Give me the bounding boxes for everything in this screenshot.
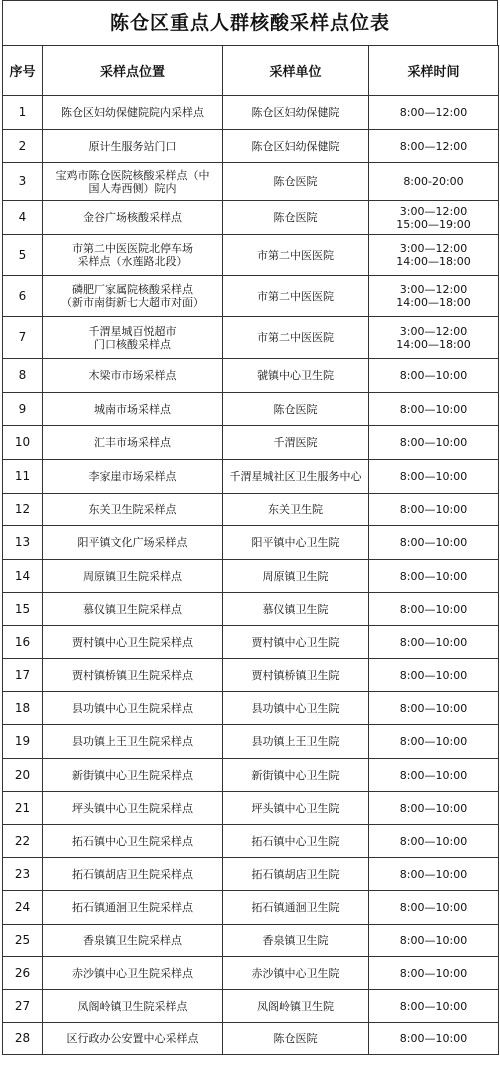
unit-cell: 贾村镇中心卫生院 (223, 626, 369, 659)
time-cell (369, 359, 499, 393)
location-line: 国人寿西侧）院内 (88, 181, 177, 195)
time-cell (369, 725, 499, 759)
unit-cell: 新街镇中心卫生院 (223, 759, 369, 792)
unit-cell: 拓石镇中心卫生院 (223, 825, 369, 858)
table-row (3, 130, 499, 163)
location-cell (43, 692, 223, 725)
time-line: 8:00—10:00 (399, 402, 468, 416)
time-line: 8:00—10:00 (399, 635, 468, 649)
time-cell (369, 626, 499, 659)
time-cell (369, 130, 499, 163)
location-line: 市第二中医医院北停车场 (72, 242, 193, 255)
header-time: 采样时间 (369, 46, 499, 96)
time-line: 8:00—12:00 (399, 139, 468, 153)
sampling-sites-table (2, 45, 499, 1055)
time-line: 8:00—10:00 (399, 569, 468, 583)
time-cell (369, 990, 499, 1023)
location-line: 李家崖市场采样点 (88, 470, 177, 483)
table-row (3, 560, 499, 593)
location-line: 拓石镇通洄卫生院采样点 (72, 901, 193, 914)
table-row (3, 725, 499, 759)
table-row (3, 460, 499, 494)
time-line: 8:00—10:00 (399, 999, 468, 1013)
row-index-cell: 20 (3, 759, 43, 792)
table-row (3, 891, 499, 925)
header-index: 序号 (3, 46, 43, 96)
location-line: 千渭星城百悦超市 (88, 324, 177, 338)
location-line: 县功镇上王卫生院采样点 (72, 735, 193, 748)
unit-cell: 陈仓医院 (223, 201, 369, 235)
location-cell (43, 891, 223, 925)
location-cell (43, 792, 223, 825)
time-line: 8:00—10:00 (399, 834, 468, 848)
time-line: 3:00—12:00 (399, 324, 468, 338)
time-cell (369, 692, 499, 725)
location-line: 宝鸡市陈仓医院核酸采样点（中 (55, 168, 210, 182)
time-line: 8:00—10:00 (399, 436, 468, 449)
location-line: 凤阁岭镇卫生院采样点 (77, 999, 188, 1013)
row-index-cell: 11 (3, 460, 43, 494)
table-row (3, 692, 499, 725)
location-line: 贾村镇桥镇卫生院采样点 (72, 668, 193, 682)
table-row (3, 393, 499, 426)
row-index-cell: 10 (3, 426, 43, 460)
time-line: 8:00—10:00 (399, 901, 468, 914)
time-line: 3:00—12:00 (399, 242, 468, 255)
row-index-cell: 18 (3, 692, 43, 725)
location-cell (43, 1023, 223, 1055)
location-line: 门口核酸采样点 (94, 337, 171, 351)
location-line: 周原镇卫生院采样点 (83, 569, 182, 583)
table-row (3, 276, 499, 317)
row-index-cell: 2 (3, 130, 43, 163)
time-line: 8:00-20:00 (403, 175, 464, 188)
location-cell (43, 659, 223, 692)
time-line: 14:00—18:00 (396, 337, 471, 351)
time-cell (369, 526, 499, 560)
time-line: 14:00—18:00 (396, 255, 471, 268)
unit-cell: 陈仓区妇幼保健院 (223, 96, 369, 130)
location-cell (43, 626, 223, 659)
time-cell (369, 460, 499, 494)
time-line: 8:00—10:00 (399, 934, 468, 947)
time-cell (369, 1023, 499, 1055)
location-cell (43, 235, 223, 276)
time-line: 8:00—10:00 (399, 369, 468, 382)
row-index-cell: 23 (3, 858, 43, 891)
time-line: 8:00—10:00 (399, 735, 468, 748)
time-line: 8:00—10:00 (399, 470, 468, 483)
location-cell (43, 825, 223, 858)
location-cell (43, 593, 223, 626)
time-line: 3:00—12:00 (399, 283, 468, 296)
row-index-cell: 1 (3, 96, 43, 130)
location-line: 采样点（水莲路北段） (77, 255, 188, 268)
table-row (3, 957, 499, 990)
location-cell (43, 494, 223, 526)
location-cell (43, 317, 223, 359)
time-line: 8:00—10:00 (399, 1032, 468, 1045)
time-line: 8:00—10:00 (399, 701, 468, 715)
location-cell (43, 858, 223, 891)
unit-cell: 慕仪镇卫生院 (223, 593, 369, 626)
location-line: 拓石镇胡店卫生院采样点 (72, 867, 193, 881)
table-row (3, 359, 499, 393)
table-row (3, 426, 499, 460)
time-cell (369, 925, 499, 957)
location-line: 陈仓区妇幼保健院院内采样点 (61, 106, 204, 119)
location-cell (43, 201, 223, 235)
location-cell (43, 526, 223, 560)
unit-cell: 县功镇中心卫生院 (223, 692, 369, 725)
location-line: 香泉镇卫生院采样点 (83, 934, 182, 947)
row-index-cell: 14 (3, 560, 43, 593)
row-index-cell: 13 (3, 526, 43, 560)
row-index-cell: 27 (3, 990, 43, 1023)
location-line: 磷肥厂家属院核酸采样点 (72, 283, 193, 296)
location-cell (43, 276, 223, 317)
row-index-cell: 26 (3, 957, 43, 990)
location-cell (43, 426, 223, 460)
time-cell (369, 276, 499, 317)
row-index-cell: 5 (3, 235, 43, 276)
table-row (3, 235, 499, 276)
time-cell (369, 957, 499, 990)
unit-cell: 东关卫生院 (223, 494, 369, 526)
time-line: 8:00—10:00 (399, 668, 468, 682)
table-row (3, 990, 499, 1023)
location-line: 拓石镇中心卫生院采样点 (72, 834, 193, 848)
time-cell (369, 792, 499, 825)
table-row (3, 494, 499, 526)
unit-cell: 千渭星城社区卫生服务中心 (223, 460, 369, 494)
unit-cell: 周原镇卫生院 (223, 560, 369, 593)
location-line: 木梁市市场采样点 (88, 369, 177, 382)
table-body (3, 96, 499, 1055)
unit-cell: 虢镇中心卫生院 (223, 359, 369, 393)
unit-cell: 赤沙镇中心卫生院 (223, 957, 369, 990)
time-line: 8:00—10:00 (399, 768, 468, 782)
location-line: 坪头镇中心卫生院采样点 (72, 801, 193, 815)
unit-cell: 陈仓医院 (223, 163, 369, 201)
header-location: 采样点位置 (43, 46, 223, 96)
row-index-cell: 3 (3, 163, 43, 201)
time-cell (369, 235, 499, 276)
location-line: 东关卫生院采样点 (88, 503, 177, 516)
unit-cell: 拓石镇通洄卫生院 (223, 891, 369, 925)
time-line: 8:00—12:00 (399, 106, 468, 119)
time-cell (369, 96, 499, 130)
row-index-cell: 8 (3, 359, 43, 393)
table-row (3, 792, 499, 825)
location-cell (43, 359, 223, 393)
time-line: 8:00—10:00 (399, 602, 468, 616)
location-cell (43, 990, 223, 1023)
table-row (3, 317, 499, 359)
time-line: 15:00—19:00 (396, 217, 471, 231)
location-line: 城南市场采样点 (94, 402, 171, 416)
table-row (3, 825, 499, 858)
unit-cell: 陈仓医院 (223, 1023, 369, 1055)
location-line: 新街镇中心卫生院采样点 (72, 768, 193, 782)
table-row (3, 201, 499, 235)
location-cell (43, 96, 223, 130)
table-row (3, 96, 499, 130)
time-cell (369, 891, 499, 925)
location-cell (43, 957, 223, 990)
time-line: 8:00—10:00 (399, 536, 468, 549)
row-index-cell: 28 (3, 1023, 43, 1055)
row-index-cell: 4 (3, 201, 43, 235)
time-cell (369, 593, 499, 626)
unit-cell: 贾村镇桥镇卫生院 (223, 659, 369, 692)
table-row (3, 759, 499, 792)
row-index-cell: 6 (3, 276, 43, 317)
table-row (3, 526, 499, 560)
table-row (3, 1023, 499, 1055)
time-cell (369, 201, 499, 235)
unit-cell: 陈仓医院 (223, 393, 369, 426)
table-row (3, 659, 499, 692)
time-line: 14:00—18:00 (396, 296, 471, 309)
time-cell (369, 393, 499, 426)
location-cell (43, 130, 223, 163)
location-line: 区行政办公安置中心采样点 (66, 1032, 199, 1045)
table-row (3, 593, 499, 626)
location-line: 贾村镇中心卫生院采样点 (72, 635, 193, 649)
location-cell (43, 163, 223, 201)
table-row (3, 925, 499, 957)
unit-cell: 千渭医院 (223, 426, 369, 460)
location-line: 金谷广场核酸采样点 (83, 211, 182, 224)
row-index-cell: 16 (3, 626, 43, 659)
unit-cell: 拓石镇胡店卫生院 (223, 858, 369, 891)
row-index-cell: 25 (3, 925, 43, 957)
time-cell (369, 825, 499, 858)
row-index-cell: 15 (3, 593, 43, 626)
time-cell (369, 426, 499, 460)
location-cell (43, 725, 223, 759)
location-cell (43, 560, 223, 593)
time-line: 3:00—12:00 (399, 204, 468, 218)
time-cell (369, 494, 499, 526)
location-cell (43, 460, 223, 494)
unit-cell: 陈仓区妇幼保健院 (223, 130, 369, 163)
location-line: 原计生服务站门口 (88, 139, 177, 153)
time-line: 8:00—10:00 (399, 867, 468, 881)
location-line: 赤沙镇中心卫生院采样点 (72, 966, 193, 980)
row-index-cell: 22 (3, 825, 43, 858)
unit-cell: 县功镇上王卫生院 (223, 725, 369, 759)
location-cell (43, 759, 223, 792)
time-cell (369, 858, 499, 891)
unit-cell: 市第二中医医院 (223, 317, 369, 359)
location-line: （新市南街新七大超市对面） (61, 296, 204, 309)
row-index-cell: 12 (3, 494, 43, 526)
location-line: 慕仪镇卫生院采样点 (83, 602, 182, 616)
row-index-cell: 21 (3, 792, 43, 825)
unit-cell: 市第二中医医院 (223, 235, 369, 276)
location-line: 阳平镇文化广场采样点 (77, 536, 188, 549)
unit-cell: 市第二中医医院 (223, 276, 369, 317)
time-line: 8:00—10:00 (399, 966, 468, 980)
table-row (3, 163, 499, 201)
unit-cell: 凤阁岭镇卫生院 (223, 990, 369, 1023)
time-cell (369, 560, 499, 593)
table-row (3, 858, 499, 891)
row-index-cell: 24 (3, 891, 43, 925)
header-unit: 采样单位 (223, 46, 369, 96)
row-index-cell: 19 (3, 725, 43, 759)
location-line: 汇丰市场采样点 (94, 436, 171, 449)
unit-cell: 坪头镇中心卫生院 (223, 792, 369, 825)
time-line: 8:00—10:00 (399, 503, 468, 516)
time-cell (369, 659, 499, 692)
row-index-cell: 17 (3, 659, 43, 692)
row-index-cell: 7 (3, 317, 43, 359)
location-cell (43, 925, 223, 957)
location-cell (43, 393, 223, 426)
row-index-cell: 9 (3, 393, 43, 426)
table-row (3, 626, 499, 659)
time-cell (369, 163, 499, 201)
location-line: 县功镇中心卫生院采样点 (72, 701, 193, 715)
time-cell (369, 317, 499, 359)
unit-cell: 阳平镇中心卫生院 (223, 526, 369, 560)
unit-cell: 香泉镇卫生院 (223, 925, 369, 957)
table-title: 陈仓区重点人群核酸采样点位表 (2, 0, 498, 45)
time-cell (369, 759, 499, 792)
time-line: 8:00—10:00 (399, 801, 468, 815)
header-row (3, 46, 499, 96)
